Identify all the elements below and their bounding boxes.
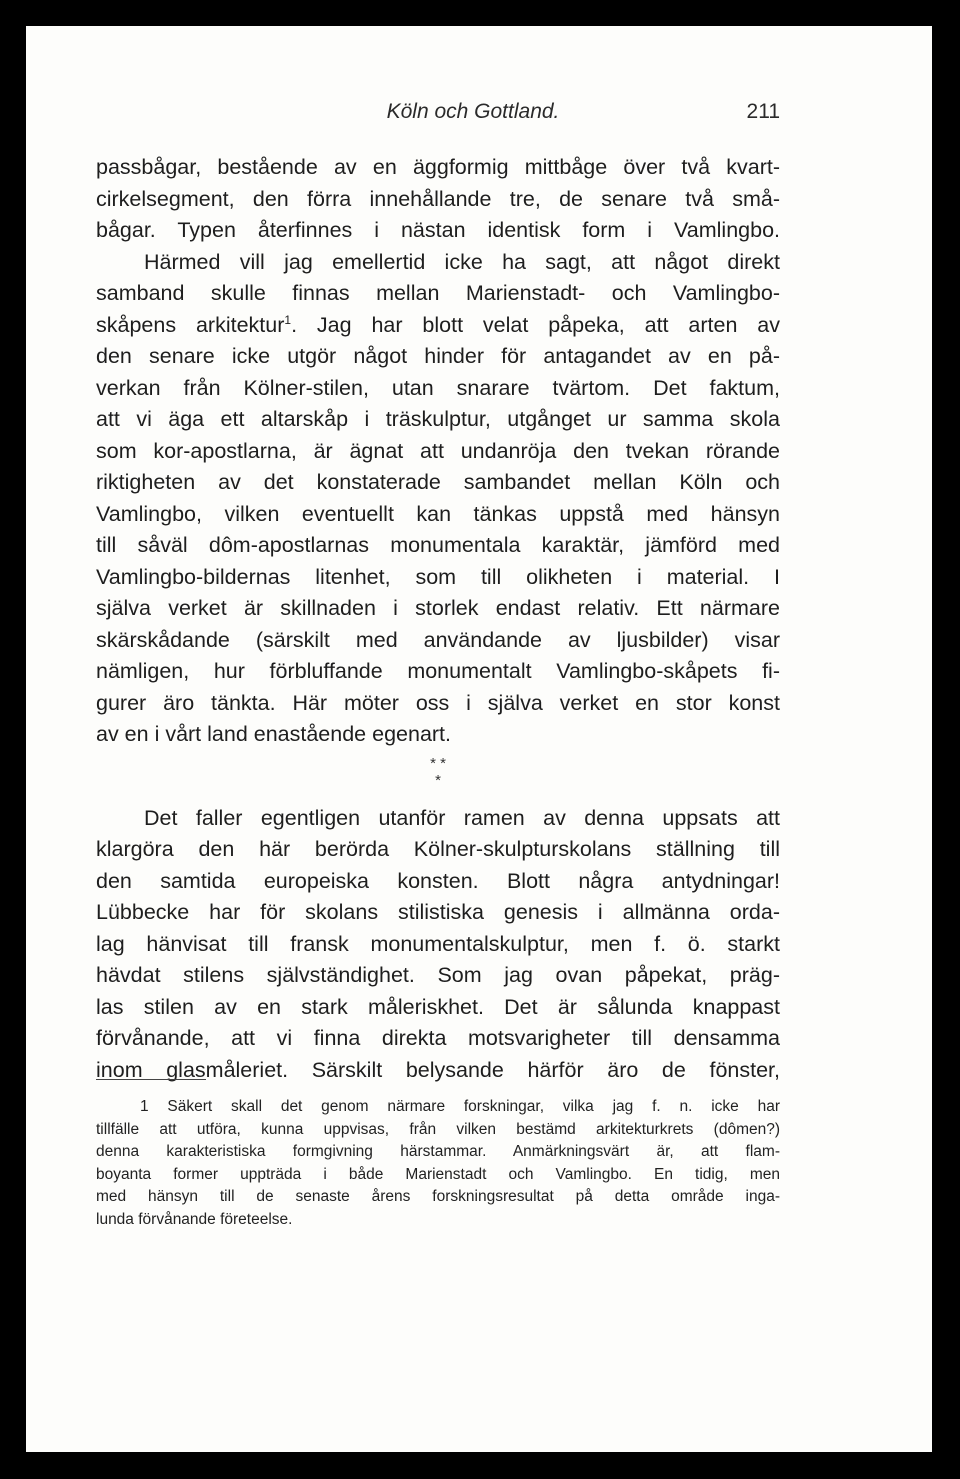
footnote-line: med hänsyn till de senaste årens forskningsresultat på detta område inga- (96, 1188, 780, 1205)
text-line: passbågar, bestående av en äggformig mittbåge över två kvart- (96, 155, 780, 179)
text-line: nämligen, hur förbluffande monumentalt Vamlingbo-skåpets fi- (96, 659, 780, 683)
text-line: Härmed vill jag emellertid icke ha sagt, att något direkt (144, 249, 780, 274)
text-line: las stilen av en stark måleriskhet. Det är sålunda knappast (96, 994, 780, 1019)
footnote-line: lunda förvånande företeelse. (96, 1210, 293, 1228)
text-line: av en i vårt land enastående egenart. (96, 722, 452, 746)
text-line: riktigheten av det konstaterade sambandet mellan Köln och (96, 470, 780, 494)
text-line: Det faller egentligen utanför ramen av denna uppsats att (144, 805, 780, 830)
text-line: att vi äga ett altarskåp i träskulptur, utgånget ur samma skola (96, 407, 780, 431)
text-line: bågar. Typen återfinnes i nästan identisk form i Vamlingbo. (96, 218, 780, 242)
page-header (96, 100, 780, 128)
main-text (96, 152, 780, 1086)
running-title: Köln och Gottland. (386, 100, 560, 123)
asterisks-bottom: * (435, 771, 441, 789)
footnote (96, 1096, 780, 1231)
text-line: Vamlingbo, vilken eventuellt kan tänkas uppstå med hänsyn (96, 501, 780, 526)
footnote-reference: 1 (284, 312, 292, 327)
text-line: själva verket är skillnaden i storlek endast relativ. Ett närmare (96, 596, 780, 620)
text-line: lag hänvisat till fransk monumentalskulptur, men f. ö. starkt (96, 931, 780, 956)
footnote-divider (96, 1079, 206, 1080)
text-segment: skåpens arkitektur (96, 312, 285, 337)
text-line: cirkelsegment, den förra innehållande tre, de senare två små- (96, 186, 780, 211)
text-line: Vamlingbo-bildernas litenhet, som till olikheten i material. I (96, 564, 780, 589)
book-page (26, 26, 932, 1452)
text-line: den senare icke utgör något hinder för antagandet av en på- (96, 344, 780, 368)
text-line: förvånande, att vi finna direkta motsvarigheter till densamma (96, 1026, 780, 1050)
text-segment: . Jag har blott velat påpeka, att arten av (291, 312, 780, 337)
section-break-asterisks (96, 755, 780, 789)
footnote-line: boyanta former uppträda i både Marienstadt och Vamlingbo. En tidig, men (96, 1165, 780, 1183)
paragraph (96, 152, 780, 751)
text-line-with-footnote-ref (96, 310, 780, 342)
footnote-line: denna karakteristiska formgivning härstammar. Anmärkningsvärt är, att flam- (96, 1143, 780, 1160)
text-line: klargöra den här berörda Kölner-skulpturskolans ställning till (96, 837, 780, 861)
text-line: som kor-apostlarna, är ägnat att undanröja den tvekan rörande (96, 438, 780, 463)
text-line: till såväl dôm-apostlarnas monumentala karaktär, jämförd med (96, 533, 780, 557)
text-line: hävdat stilens självständighet. Som jag ovan påpekat, präg- (96, 963, 780, 987)
paragraph (96, 803, 780, 1087)
text-line: den samtida europeiska konsten. Blott några antydningar! (96, 868, 780, 893)
text-line: inom glasmåleriet. Särskilt belysande härför äro de fönster, (96, 1057, 780, 1082)
text-line: skärskådande (särskilt med användande av ljusbilder) visar (96, 627, 780, 652)
footnote-line: 1 Säkert skall det genom närmare forskningar, vilka jag f. n. icke har (140, 1098, 780, 1115)
text-line: verkan från Kölner-stilen, utan snarare tvärtom. Det faktum, (96, 375, 780, 400)
page-number: 211 (746, 100, 780, 123)
footnote-line: tillfälle att utföra, kunna uppvisas, från vilken bestämd arkitekturkrets (dômen?) (96, 1120, 780, 1138)
text-line: Lübbecke har för skolans stilistiska genesis i allmänna orda- (96, 900, 780, 924)
text-line: gurer äro tänkta. Här möter oss i själva verket en stor konst (96, 690, 780, 715)
asterisks-top: * * (430, 754, 446, 772)
text-line: samband skulle finnas mellan Marienstadt- och Vamlingbo- (96, 281, 780, 305)
